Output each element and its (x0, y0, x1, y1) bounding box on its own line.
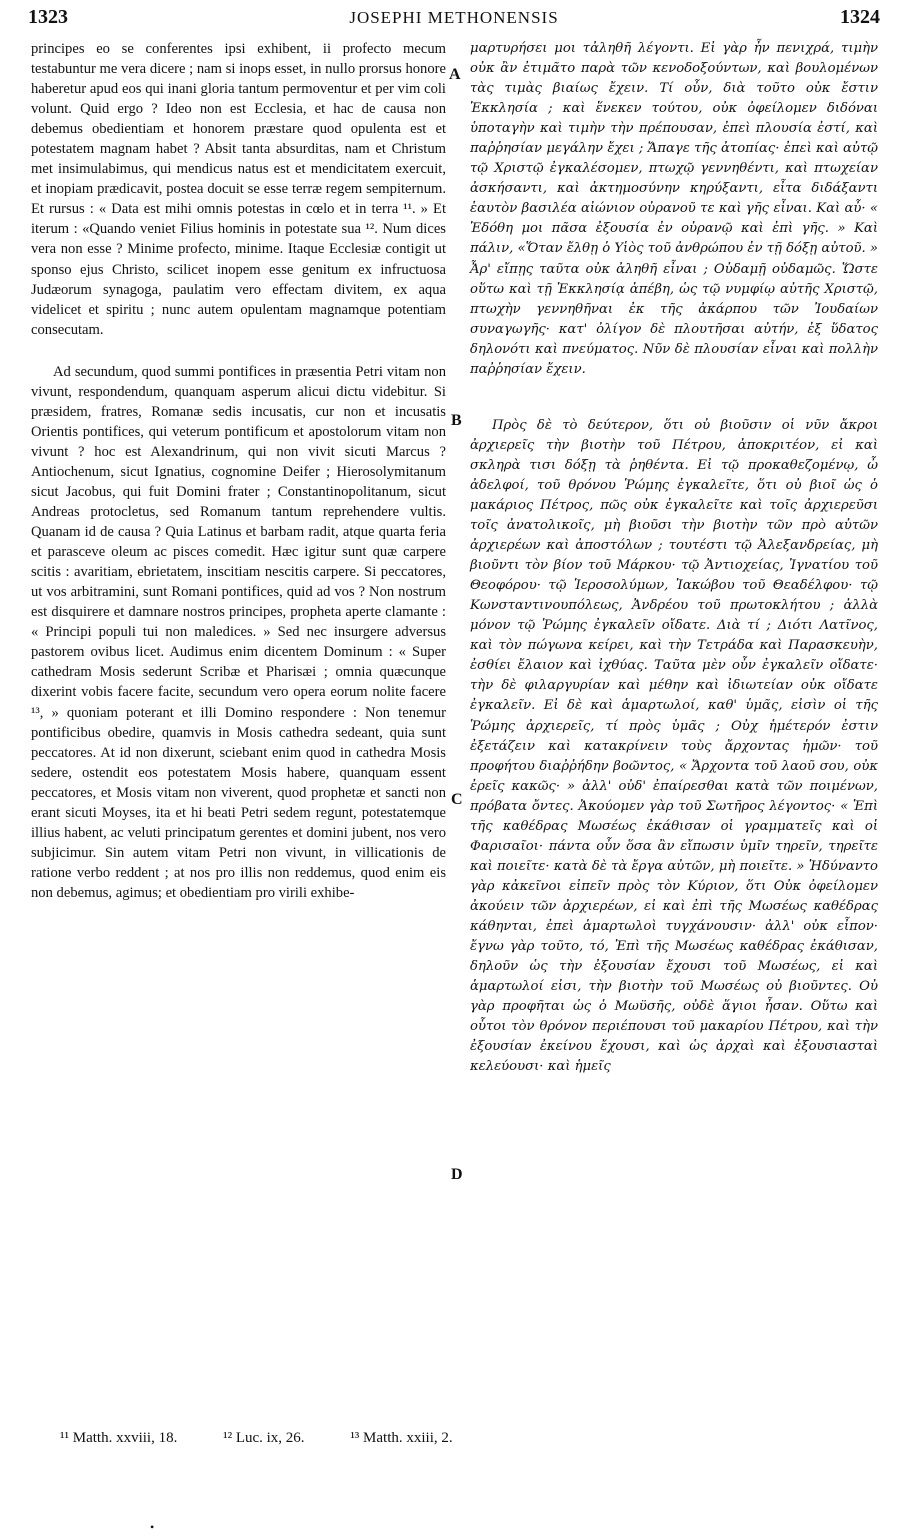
footnote-13: ¹³ Matth. xxiii, 2. (350, 1430, 453, 1446)
latin-paragraph-1: principes eo se conferentes ipsi exhibent, ii profecto mecum testabuntur me vera dicere ; nam si inops esset, in nullo prorsus honore haberetur apud eos qui inani gloria tantum permoventur et per vim coli volunt. Quid ergo ? Ideo non est Ecclesia, et hac de causa non debemus obedientiam et honorem præstare quod opulenta est et potestatem magnam habet ? Absit tanta absurditas, nam et Christum met insimulabimus, qui mendicus natus est et mendicitatem exercuit, et inopiam prædicavit, postea docuit se esse terræ regem sempiternum. Et rursus : « Data est mihi omnis potestas in cœlo et in terra ¹¹. » Et iterum : «Quando veniet Filius hominis in potestate sua ¹². Num dices vera non esse ? Minime profecto, minime. Itaque Ecclesiæ contigit ut sponso ejus Christo, scilicet inopem esse genitum ex infructuosa Judæorum synagoga, paulatim vero effectam divitem, ex aqua videlicet et spiritu ; nunc autem opulentam magnamque potentiam consecutam. (31, 41, 446, 338)
margin-letter-b: B (451, 412, 462, 429)
page-number-right: 1324 (840, 6, 880, 28)
stray-mark: • (150, 1520, 155, 1534)
latin-column (31, 39, 446, 903)
greek-paragraph-1: μαρτυρήσει μοι τἀληθῆ λέγοντι. Εἰ γὰρ ἦν πενιχρά, τιμὴν οὐκ ἂν ἐτιμᾶτο παρὰ τῶν κενοδοξούντων, καὶ βουλομένων τὰς τιμὰς βιαίως ἔχειν. Τί οὖν, διὰ τοῦτο οὐκ ἔστιν Ἐκκλησία ; καὶ ἕνεκεν τούτου, οὐκ ὀφείλομεν διδόναι ὑποταγὴν καὶ τιμὴν τὴν πρέπουσαν, ἐπεὶ πλουσία ἐστί, καὶ παῤῥησίαν μεγάλην ἔχει ; Ἄπαγε τῆς ἀτοπίας· ἐπεὶ καὶ αὐτῷ τῷ Χριστῷ ἐγκαλέσομεν, πτωχῷ γεννηθέντι, καὶ πτωχείαν ἀσκήσαντι, καὶ ἀκτημοσύνην κηρύξαντι, εἶτα διδάξαντι ἑαυτὸν βασιλέα αἰώνιον οὐρανοῦ τε καὶ γῆς εἶναι. Καὶ αὖ· « Ἐδόθη μοι πᾶσα ἐξουσία ἐν οὐρανῷ καὶ ἐπὶ γῆς. » Καὶ πάλιν, «Ὅταν ἔλθῃ ὁ Υἱὸς τοῦ ἀνθρώπου ἐν τῇ δόξῃ αὐτοῦ. » Ἆρ' εἴπῃς ταῦτα οὐκ ἀληθῆ εἶναι ; Οὐδαμῇ οὐδαμῶς. Ὥστε οὕτω καὶ τῇ Ἐκκλησίᾳ ἀπέβη, ὡς τῷ νυμφίῳ αὐτῆς Χριστῷ, πτωχὴν γεννηθῆναι ἐκ τῆς ἀκάρπου τῶν Ἰουδαίων συναγωγῆς· κατ' ὀλίγον δὲ πλουτῆσαι αὐτήν, ἐξ ὕδατος δηλονότι καὶ πνεύματος. Νῦν δὲ πλουσίαν εἶναι καὶ πολλὴν παῤῥησίαν ἔχειν. (470, 41, 878, 377)
footnote-12: ¹² Luc. ix, 26. (223, 1430, 305, 1446)
margin-letter-a: A (449, 66, 461, 83)
page-number-left: 1323 (28, 6, 68, 28)
footnote-11: ¹¹ Matth. xxviii, 18. (60, 1430, 178, 1446)
margin-letter-c: C (451, 791, 463, 808)
greek-column (470, 39, 878, 1077)
greek-paragraph-2: Πρὸς δὲ τὸ δεύτερον, ὅτι οὐ βιοῦσιν οἱ νῦν ἄκροι ἀρχιερεῖς τὴν βιοτὴν τοῦ Πέτρου, ἀποκριτέον, εἰ καὶ σκληρὰ τισι δόξῃ τὰ ῥηθέντα. Εἰ τῷ προκαθεζομένῳ, ὦ ἀδελφοί, τοῦ θρόνου Ῥώμης ἐγκαλεῖτε, ὅτι οὐ βιοῖ ὡς ὁ μακάριος Πέτρος, πῶς οὐκ ἐγκαλεῖτε καὶ τοῖς ἀρχιερεῦσι τοῖς ἀνατολικοῖς, μὴ βιοῦσι τὴν βιοτὴν τῶν πρὸ αὐτῶν ἀρχιερέων καὶ ἀποστόλων ; τουτέστι τῷ Ἀλεξανδρείας, μὴ βιοῦντι τὸν βίον τοῦ Μάρκου· τῷ Ἀντιοχείας, Ἰγνατίου τοῦ Θεοφόρου· τῷ Ἱεροσολύμων, Ἰακώβου τοῦ Θεαδέλφου· τῷ Κωνσταντινουπόλεως, Ἀνδρέου τοῦ πρωτοκλήτου ; ἀλλὰ μόνον τῷ Ῥώμης ἐγκαλεῖν οἴδατε. Διὰ τί ; Διότι Λατῖνος, καὶ τὸν πώγωνα κείρει, καὶ τὴν Τετράδα καὶ Παρασκευὴν, ἐσθίει ἔλαιον καὶ ἰχθύας. Ταῦτα μὲν οὖν ἐγκαλεῖν οἴδατε· τὴν δὲ φιλαργυρίαν καὶ μέθην καὶ ἰδιωτείαν οὐκ οἴδατε ἐγκαλεῖν. Εἰ δὲ καὶ ἁμαρτωλοί, καθ' ὑμᾶς, εἰσὶν οἱ τῆς Ῥώμης ἀρχιερεῖς, τί πρὸς ὑμᾶς ; Οὐχ ἡμέτερόν ἐστιν ἐξετάζειν καὶ κατακρίνειν τοὺς ἄρχοντας ἡμῶν· τοῦ προφήτου διαῤῥήδην βοῶντος, « Ἄρχοντα τοῦ λαοῦ σου, οὐκ ἐρεῖς κακῶς· » ἀλλ' οὐδ' ἐπαίρεσθαι κατὰ τῶν ποιμένων, πρόβατα ὄντες. Ἀκούομεν γὰρ τοῦ Σωτῆρος λέγοντος· « Ἐπὶ τῆς καθέδρας Μωσέως ἐκάθισαν οἱ γραμματεῖς καὶ οἱ Φαρισαῖοι· πάντα οὖν ὅσα ἂν εἴπωσιν ὑμῖν τηρεῖν, τηρεῖτε καὶ ποιεῖτε· κατὰ δὲ τὰ ἔργα αὐτῶν, μὴ ποιεῖτε. » Ἠδύναντο γὰρ κἀκεῖνοι εἰπεῖν πρὸς τὸν Κύριον, ὅτι Οὐκ ὀφείλομεν ἀκούειν τῶν ἀρχιερέων, εἰ καὶ ἐπὶ τῆς Μωσέως καθέδρας κάθηνται, ἐπεὶ ἁμαρτωλοὶ τυγχάνουσιν· ἀλλ' οὐκ εἶπον· ἔγνω γὰρ τοῦτο, τό, Ἐπὶ τῆς Μωσέως καθέδρας ἐκάθισαν, δηλοῦν ὡς τὴν ἐξουσίαν ἔχουσι τοῦ Μωσέως, εἰ καὶ ἁμαρτωλοί εἰσι, τὴν βιοτὴν τοῦ Μωσέως οὐ βιοῦντες. Οὐ γὰρ προφῆται ὡς ὁ Μωϋσῆς, οὐδὲ ἅγιοι ἦσαν. Οὕτω καὶ οὗτοι τὸν θρόνον περιέπουσι τοῦ μακαρίου Πέτρου, καὶ τὴν ἐξουσίαν ἐκείνου ἔχουσι, καὶ ὡς ἀρχαὶ καὶ ἐξουσιασταὶ κελεύουσι· καὶ ἡμεῖς (470, 417, 878, 1075)
running-header (28, 6, 880, 36)
footnotes (60, 1430, 860, 1447)
margin-letter-d: D (451, 1166, 463, 1183)
running-title: JOSEPHI METHONENSIS (349, 8, 559, 27)
latin-paragraph-2: Ad secundum, quod summi pontifices in præsentia Petri vitam non vivunt, respondendum, quanquam asperum alicui dictu videbitur. Si præsidem, fratres, Romanæ sedis incusatis, cur non et incusatis Orientis pontifices, qui veterum pontificum et apostolorum vitam non vivunt ? hoc est Alexandrinum, qui non vivit sicuti Marcus ? Antiochenum, sicut Ignatius, cognomine Deifer ; Hierosolymitanum sicut Jacobus, qui fuit Domini frater ; Constantinopolitanum, sicut Andreas protocletus, sed Romanum tantum reprehendere vultis. Quanam id de causa ? Quia Latinus et barbam radit, atque quarta feria et parasceve oleum ac pisces comedit. Hæc igitur sunt quæ carpere scitis : avaritiam, ebrietatem, inscitiam nescitis carpere. Si peccatores, ut vos arbitramini, sunt Romani pontifices, quid ad vos ? Non nostrum est disquirere et damnare nostros principes, propheta aperte clamante : « Principi populi tui non maledices. » Sed nec insurgere adversus pastorem ovibus licet. Audimus enim dicentem Dominum : « Super cathedram Mosis sederunt Scribæ et Pharisæi ; omnia quæcunque dixerint vobis facere facite, secundum vero opera eorum nolite facere ¹³, » quoniam poterant et illi Domino respondere : Non tenemur pontificibus obedire, quamvis in Mosis cathedra sedeant, quia sunt peccatores. At id non dixerunt, sciebant enim quod in cathedra Mosis sedere, ostendit eos potestatem Mosis habere, quanquam essent peccatores, et Mosis vitam non viverent, quod prophetæ et sancti non erant sicuti Moyses, ita et hi beati Petri sedem regunt, potestatemque illius habent, ac veluti principatum gerentes et domini jubent, nos vero subjicimur. Sin autem vitam Petri non vivunt, in villicationis de ratione verbo reddent ; at nos pro illis non reddemus, quod enim eis non debemus, agimus; et obedientiam pro virili exhibe- (31, 363, 446, 901)
